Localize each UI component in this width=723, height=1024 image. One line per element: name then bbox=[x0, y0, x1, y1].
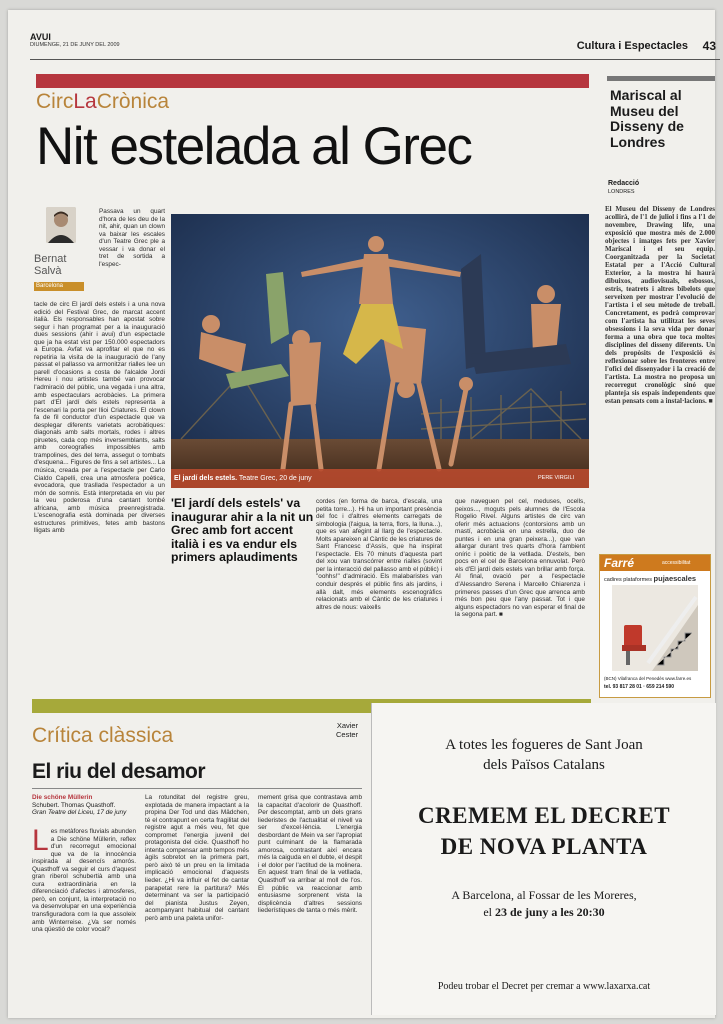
advert-slogan: CREMEM EL DECRET DE NOVA PLANTA bbox=[417, 803, 671, 859]
article-text-intro: Passava un quart d'hora de les deu de la nit, ahir, quan un clown va baixar les escales d'un Teatre Grec ple a vessar i va donar el tret de sortida a l'espec- bbox=[99, 208, 165, 268]
page-number: 43 bbox=[702, 39, 716, 53]
advert-event-details: A Barcelona, al Fossar de les Moreres, el 23 de juny a les 20:30 bbox=[451, 888, 637, 919]
pull-quote: 'El jardí dels estels' va inaugurar ahir a la nit un Grec amb fort accent italià i es va endur els primers aplaudiments bbox=[171, 496, 314, 564]
performance-photo bbox=[171, 214, 589, 488]
stairlift-advert bbox=[599, 554, 711, 698]
issue-date: DIUMENGE, 21 DE JUNY DEL 2009 bbox=[30, 42, 120, 48]
critique-column-2: La rotunditat del registre greu, explotada de manera impactant a la propina Der Tod und das Mädchen, té el contrapunt en certa fragilitat del registre agut a més veu, fet que compromet l'energia juvenil del protagonista del cicle. Quasthoff ho intenta compensar amb tempos més àgils sobretot en la primera part, però això té un preu en la limitada implicació emocional d'aquests lieder. ¿Hi va influir el fet de cantar parapetat rere la partitura? Més determinant va ser la participació del pianista Justus Zeyen, acompanyant habitual del cantant però amb una paleta unifor- bbox=[145, 794, 249, 922]
advert-address: (BCN) Vilafranca del Penedès www.farre.es bbox=[604, 676, 692, 681]
article-column-2: cordes (en forma de barca, d'escala, una petita torre...). Hi ha un important presència del foc i d'altres elements carregats de simbologia (l'aigua, la terra, flors, la lluna...), que es van afegint al llarg de l'espectacle. Molts apareixen al Càntic de les criatures de Sant Francesc d'Assís, que ha inspirat l'espectacle. Els 70 minuts d'aquesta part del xou van transcórrer entre rialles (sovint per la interacció del pallasso amb el públic) i "oohhs!" d'admiració. Els malabaristes van conduir després el públic fins als jardins, i allà dalt, més elements escenogràfics relacionats amb el Càntic de les criatures i altres de nous: vaixells bbox=[316, 498, 442, 611]
advert-brand-tag: accessibilitat bbox=[662, 560, 691, 566]
section-color-bar bbox=[36, 74, 589, 88]
critique-author: Xavier Cester bbox=[336, 721, 359, 739]
decree-advert bbox=[371, 703, 716, 1015]
article-headline: Nit estelada al Grec bbox=[36, 117, 472, 176]
author-avatar bbox=[46, 207, 76, 243]
photo-credit: PERE VIRGILI bbox=[538, 475, 575, 481]
critique-details bbox=[32, 794, 137, 817]
critique-work-title: Die schöne Müllerin bbox=[32, 794, 93, 801]
acrobats-image bbox=[171, 214, 589, 488]
critique-column-1: Les metàfores fluvials abunden a Die schöne Müllerin, reflex d'un recorregut emocional que va de la innocència inspirada al desencís amorós. Quasthoff va seguir el curs d'aquest gran riberol schubertià amb una cura extraordinària en la diferenciació d'afectes i atmosferes, però, en conjunt, la interpretació no va desenvolupar en una experiència transfiguradora com la que assoleix amb Winterreise. ¿Va ser només una qüestió de color vocal? bbox=[32, 828, 136, 934]
critique-headline: El riu del desamor bbox=[32, 760, 206, 783]
critique-venue: Gran Teatre del Liceu, 17 de juny bbox=[32, 809, 127, 816]
photo-caption: El jardí dels estels. Teatre Grec, 20 de juny bbox=[174, 475, 312, 482]
advert-brand: Farré bbox=[604, 556, 635, 570]
article-column-1: tacle de circ El jardí dels estels i a una nova edició del Festival Grec, de marcat accent italià. Els responsables han apostat sobre segur i han programat per a la inauguració dues sessions (ahir i avui) d'un espectacle que ja ha estat vist per 150.000 espectadors a Europa. Avfat va aprofitar el que no es repetiria la visita de la inauguració de l'any passat el pallasso va armonitzar rialles lee un parell d'ocasions a costa de l'alcalde Jordi Hereu i nou artistes també van provocar l'admiració del públic, una vegada i una altra, amb espectaculars acrobàcies. La primera part d'El jardí dels estels representa a l'escenari la porta per Ilioi Criatures. El clown fa de fil conductor d'un espectacle que va desplegar diferents varietats acrobàtiques: diagonals amb salts mortals, rodes i altres piruetes, cada cop més inversemblants, salts amb coreografies impossibles amb trampolines, des del terra, assegut o tombats d'esquena... Figures de fins a set artistes... La música, creada per a l'espectacle per Carlo Cialdo Capelli, crea una atmosfera poètica, evocadora, que trasllada l'espectador a un món de somnis. Està interpretada en viu per la veu poderosa d'una cantant tombé africana, amb música preenregistrada. L'escenografia està dominada per diverses estructures primitives, fetes amb bastons lligats amb bbox=[34, 301, 165, 535]
masthead-rule bbox=[30, 59, 720, 60]
advert-footer: Podeu trobar el Decret per cremar a www.laxarxa.cat bbox=[437, 981, 651, 992]
article-column-3: que naveguen pel cel, meduses, ocells, peixos..., moguts pels alumnes de l'Escola Rogelio Rivel. Alguns artistes de circ van oferir més actuacions (contorsions amb un mastí, acrobàcia en una estrella, duo de puntes i en una gran peixera...), que van allargar durant tres quarts d'hora l'ambient oníric i poètic de la vetllada. D'estels, ben pocs en el cel de Barcelona ennuvolat. Però els d'El jardí dels estels van brillar amb força. Al final, ovació per a l'espectacle d'Alessandro Serena i Marcello Chiarenza i primeres passes d'un Grec que arrenca amb més bon peu que l'any passat. Tot i que alguns espectadors no van esperar el final de la segona part. ■ bbox=[455, 498, 585, 619]
article-kicker: CircLaCrònica bbox=[36, 90, 170, 113]
sidebar-byline: Redacció bbox=[608, 180, 640, 187]
advert-tagline: cadires plataformes pujaescales bbox=[604, 574, 697, 583]
masthead bbox=[30, 32, 720, 68]
critique-rule bbox=[32, 788, 362, 789]
newspaper-logo: AVUI bbox=[30, 32, 51, 42]
stairlift-illustration bbox=[612, 585, 698, 671]
advert-intro: A totes les fogueres de Sant Joan dels Països Catalans bbox=[445, 737, 643, 773]
dateline-city: Barcelona bbox=[34, 282, 84, 291]
sidebar-headline: Mariscal al Museu del Disseny de Londres bbox=[610, 87, 684, 150]
sidebar-top-bar bbox=[607, 76, 715, 81]
newspaper-page bbox=[8, 10, 715, 1018]
author-name: Bernat Salvà bbox=[34, 253, 67, 277]
critique-kicker: Crítica clàssica bbox=[32, 724, 174, 747]
advert-phone: tel. 93 817 28 01 · 659 214 590 bbox=[604, 684, 675, 690]
critique-column-3: mement grisa que contrastava amb la capacitat d'acolorir de Quasthoff. Per descomptat, amb un dels grans liederistes de l'actualitat el nivell va ser d'excel·lència. L'energia desbordant de Mein va ser l'apropiat punt culminant de la flamarada amorosa, contrastant així encara més la caiguda en el dubte, el despit i el dolor per l'actitud de la molinera. En aquest tram final de la vetllada, Quasthoff va arribar al moll de l'os. El públic va reaccionar amb entusiasme sorprenent vista la displicència d'altres sessions liederístiques de tanta o més mèrit. bbox=[258, 794, 362, 915]
critique-performers: Schubert. Thomas Quasthoff. bbox=[32, 801, 116, 809]
sidebar-dateline: LONDRES bbox=[608, 189, 635, 195]
section-name: Cultura i Espectacles bbox=[576, 40, 688, 52]
sidebar-body: El Museu del Disseny de Londres acollirà, de l'1 de juliol i fins a l'1 de novembre, Drawing life, una exposició que mostra més de 2.000 objectes i imatges fets per Xavier Mariscal i el seu equip. Coorganitzada per la Societat Estatal per a l'Acció Cultural Exterior, a la mostra hi haurà dibuixos, audiovisuals, esbossos, estris, teatrets i altres bibelots que serveixen per mostrar l'evolució de l'artista i el seu mètode de treball. Concretament, es podrà comprovar com l'artista ha utilitzat les seves obsessions i la seva vida per donar forma a una obra que toca moltes disciplines del disseny diferents. Un dels propòsits de l'exposició és reflexionar sobre les fronteres entre l'ofici del dissenyador i la creació de l'artista. La mostra no proposa un recorregut cronològic sinó que planteja sis espais independents que estan pensats com a instal·lacions. ■ bbox=[605, 205, 715, 405]
dropcap-letter: L bbox=[32, 828, 49, 857]
